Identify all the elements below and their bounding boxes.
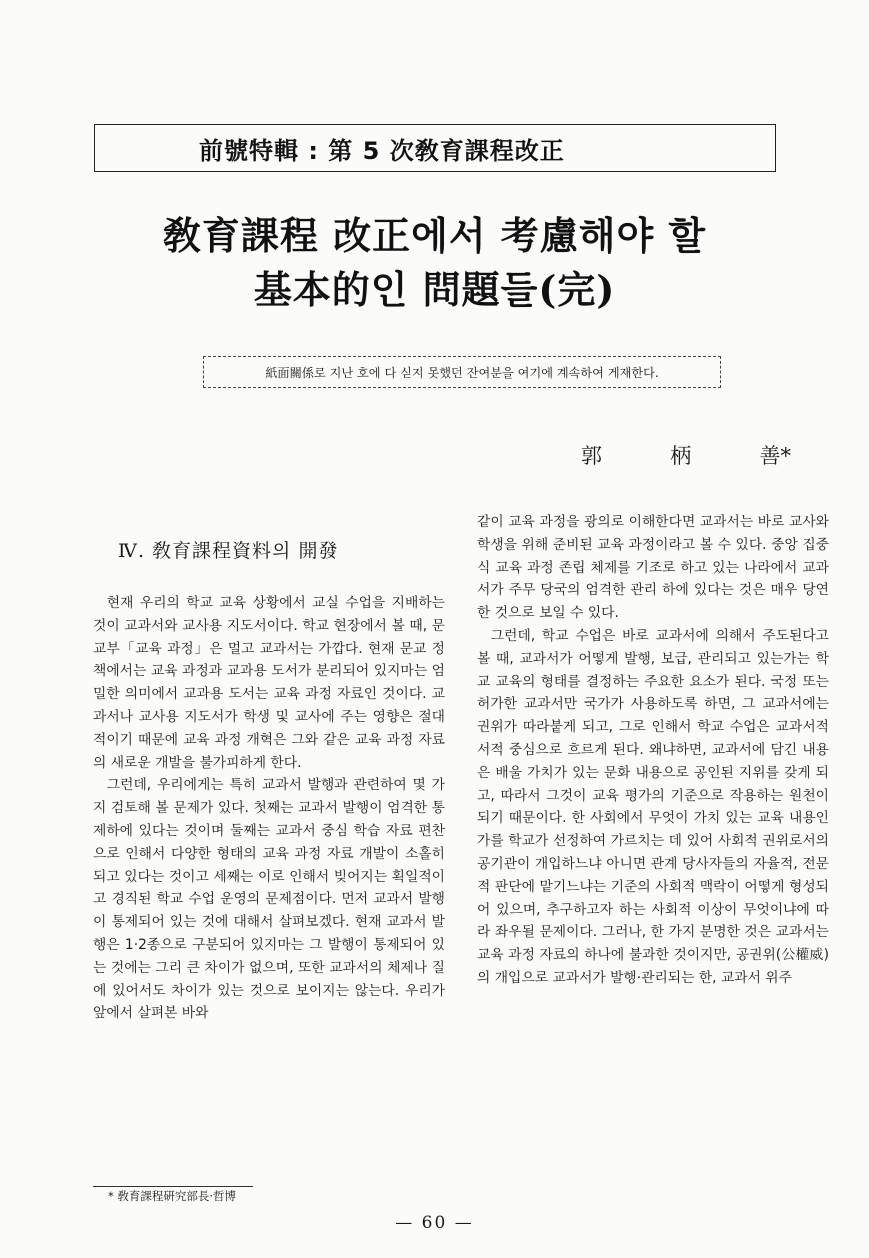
author-char: 郭: [581, 444, 602, 468]
series-banner-text: 前號特輯 : 第 5 次敎育課程改正: [199, 136, 565, 165]
paragraph: 현재 우리의 학교 교육 상황에서 교실 수업을 지배하는 것이 교과서와 교사용 지도서이다. 학교 현장에서 볼 때, 문교부「교육 과정」은 멀고 교과서는 가깝다. 현재 문교 정책에서는 교육 과정과 교과용 도서가 분리되어 있지마는 엄밀한 의미에서 교과용 도서는 교육 과정 자료인 것이다. 교과서나 교사용 지도서가 학생 및 교사에 주는 영향은 절대적이기 때문에 교육 과정 개혁은 그와 같은 교육 과정 자료의 새로운 개발을 불가피하게 한다.: [93, 595, 445, 771]
footnote: * 敎育課程硏究部長·哲博: [108, 1189, 237, 1203]
paragraph: 같이 교육 과정을 광의로 이해한다면 교과서는 바로 교사와 학생을 위해 준비된 교육 과정이라고 볼 수 있다. 중앙 집중식 교육 과정 존립 체제를 기조로 하고 있는 나라에서 교과서가 주무 당국의 엄격한 관리 하에 있다는 것은 매우 당연한 것으로 보일 수 있다.: [477, 514, 829, 622]
series-banner: [94, 124, 776, 172]
title-line-1: 敎育課程 改正에서 考慮해야 할: [162, 213, 707, 258]
footnote-divider: [93, 1186, 253, 1187]
paragraph: 그런데, 학교 수업은 바로 교과서에 의해서 주도된다고 볼 때, 교과서가 어떻게 발행, 보급, 관리되고 있는가는 학교 교육의 형태를 결정하는 주요한 요소가 된다. 국정 또는 허가한 교과서만 국가가 사용하도록 하면, 그 교과서에는 권위가 따라붙게 되고, 그로 인해서 학교 수업은 교과서적 서적 중심으로 흐르게 된다. 왜냐하면, 교과서에 담긴 내용은 배울 가치가 있는 문화 내용으로 공인된 지위를 갖게 되고, 따라서 그것이 교육 평가의 기준으로 작용하는 원천이 되기 때문이다. 한 사회에서 무엇이 가치 있는 교육 내용인가를 학교가 선정하여 가르치는 데 있어 사회적 권위로서의 공기관이 개입하느냐 아니면 관계 당사자들의 자율적, 전문적 판단에 맡기느냐는 기준의 사회적 맥락이 어떻게 형성되어 있으며, 추구하고자 하는 사회적 이상이 무엇이냐에 따라 좌우될 문제이다. 그러나, 한 가지 분명한 것은 교과서는 교육 과정 자료의 하나에 불과한 것이지만, 공권위(公權威)의 개입으로 교과서가 발행·관리되는 한, 교과서 위주: [477, 627, 829, 986]
paragraph: 그런데, 우리에게는 특히 교과서 발행과 관련하여 몇 가지 검토해 볼 문제가 있다. 첫째는 교과서 발행이 엄격한 통제하에 있다는 것이며 둘째는 교과서 중심 학습 자료 편찬으로 인해서 다양한 형태의 교육 과정 자료 개발이 소홀히 되고 있다는 것이고 세째는 이로 인해서 빚어지는 획일적이고 경직된 학교 수업 운영의 문제점이다. 먼저 교과서 발행이 통제되어 있는 것에 대해서 살펴보겠다. 현재 교과서 발행은 1·2종으로 구분되어 있지마는 그 발행이 통제되어 있는 것에는 그리 큰 차이가 없으며, 또한 교과서의 체제나 질에 있어서도 차이가 있는 것으로 보이지는 않는다. 우리가 앞에서 살펴본 바와: [93, 777, 445, 1022]
section-heading: Ⅳ. 敎育課程資料의 開發: [118, 540, 339, 562]
author-name: [581, 440, 791, 470]
author-char: 善*: [759, 444, 791, 468]
page-number: — 60 —: [395, 1213, 474, 1233]
title-line-2: 基本的인 問題들(完): [253, 267, 616, 312]
author-char: 柄: [670, 444, 692, 468]
right-column: [477, 511, 829, 990]
left-column: [93, 592, 445, 1025]
editor-note: 紙面關係로 지난 호에 다 싣지 못했던 잔여분을 여기에 계속하여 게재한다.: [203, 356, 721, 388]
